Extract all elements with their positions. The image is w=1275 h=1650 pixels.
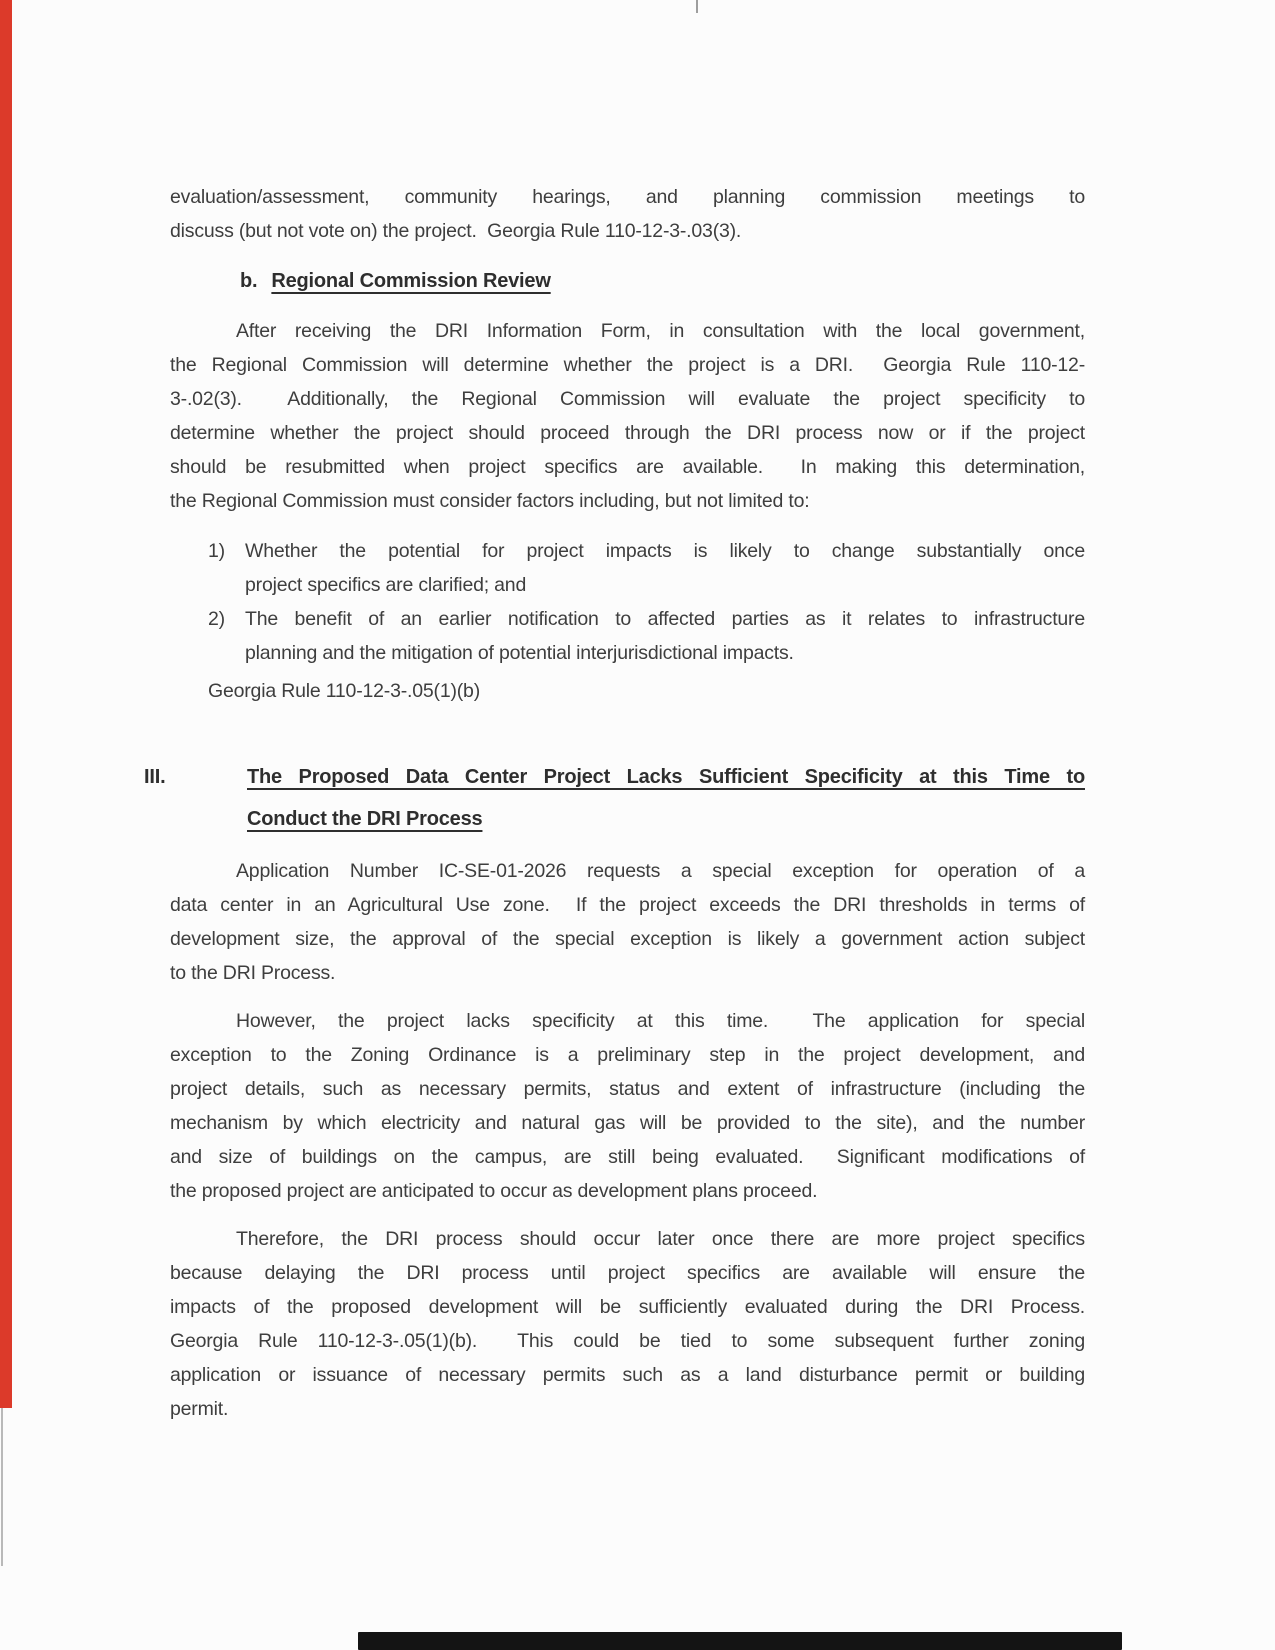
scan-left-hairline — [1, 1408, 3, 1566]
text-line: impacts of the proposed development will be sufficiently evaluated during the DRI Process. — [170, 1296, 1085, 1318]
text-line: the Regional Commission must consider factors including, but not limited to: — [170, 490, 810, 512]
list-item-text — [245, 534, 1085, 602]
text-line: and size of buildings on the campus, are still being evaluated. Significant modifications of — [170, 1146, 1085, 1168]
text-line: determine whether the project should proceed through the DRI process now or if the project — [170, 422, 1085, 444]
text-line: planning and the mitigation of potential interjurisdictional impacts. — [245, 642, 794, 664]
section-heading — [144, 756, 1085, 840]
subsection-title: Regional Commission Review — [271, 270, 551, 292]
text-line: After receiving the DRI Information Form, in consultation with the local government, — [236, 320, 1085, 342]
text-line: evaluation/assessment, community hearings, and planning commission meetings to — [170, 186, 1085, 208]
text-line: data center in an Agricultural Use zone. If the project exceeds the DRI thresholds in terms of — [170, 894, 1085, 916]
rule-citation: Georgia Rule 110-12-3-.05(1)(b) — [208, 680, 480, 702]
text-line: exception to the Zoning Ordinance is a preliminary step in the project development, and — [170, 1044, 1085, 1066]
heading-line — [247, 756, 1085, 798]
list-number: 1) — [208, 540, 225, 562]
text-line: 3-.02(3). Additionally, the Regional Commission will evaluate the project specificity to — [170, 388, 1085, 410]
text-line: development size, the approval of the special exception is likely a government action subject — [170, 928, 1085, 950]
subsection-heading — [240, 264, 1085, 298]
text-line: Application Number IC-SE-01-2026 requests a special exception for operation of a — [236, 860, 1085, 882]
paragraph — [170, 180, 1085, 248]
text-line: Whether the potential for project impacts is likely to change substantially once — [245, 540, 1085, 562]
text-line: should be resubmitted when project specifics are available. In making this determination, — [170, 456, 1085, 478]
text-line: permit. — [170, 1398, 229, 1420]
underlined-heading-text: The Proposed Data Center Project Lacks Sufficient Specificity at this Time to — [247, 766, 1085, 788]
paragraph — [170, 314, 1085, 518]
text-line: The benefit of an earlier notification to affected parties as it relates to infrastructure — [245, 608, 1085, 630]
scan-red-edge-stripe — [0, 0, 12, 1408]
paragraph — [170, 854, 1085, 990]
scan-bottom-black-bar — [358, 1632, 1122, 1650]
text-line: to the DRI Process. — [170, 962, 336, 984]
scan-top-tick-mark — [696, 0, 698, 13]
text-line: However, the project lacks specificity at this time. The application for special — [236, 1010, 1085, 1032]
list-item-text — [245, 602, 1085, 670]
document-body — [144, 180, 1085, 1426]
text-line: application or issuance of necessary permits such as a land disturbance permit or building — [170, 1364, 1085, 1386]
text-line: because delaying the DRI process until project specifics are available will ensure the — [170, 1262, 1085, 1284]
text-line: discuss (but not vote on) the project. Georgia Rule 110-12-3-.03(3). — [170, 220, 742, 242]
text-line: project details, such as necessary permits, status and extent of infrastructure (including the — [170, 1078, 1085, 1100]
section-title — [247, 756, 1085, 840]
text-line: the proposed project are anticipated to occur as development plans proceed. — [170, 1180, 818, 1202]
text-line: Therefore, the DRI process should occur later once there are more project specifics — [236, 1228, 1085, 1250]
list-item — [208, 602, 1085, 670]
heading-line — [247, 798, 1085, 840]
list-number: 2) — [208, 608, 225, 630]
subsection-number: b. — [240, 270, 258, 292]
text-line: Georgia Rule 110-12-3-.05(1)(b). This could be tied to some subsequent further zoning — [170, 1330, 1085, 1352]
paragraph — [170, 1222, 1085, 1426]
underlined-heading-text: Conduct the DRI Process — [247, 808, 483, 830]
text-line: project specifics are clarified; and — [245, 574, 527, 596]
paragraph — [170, 1004, 1085, 1208]
text-line: mechanism by which electricity and natural gas will be provided to the site), and the number — [170, 1112, 1085, 1134]
section-number: III. — [144, 766, 166, 788]
list-item — [208, 534, 1085, 602]
text-line: the Regional Commission will determine whether the project is a DRI. Georgia Rule 110-12- — [170, 354, 1085, 376]
